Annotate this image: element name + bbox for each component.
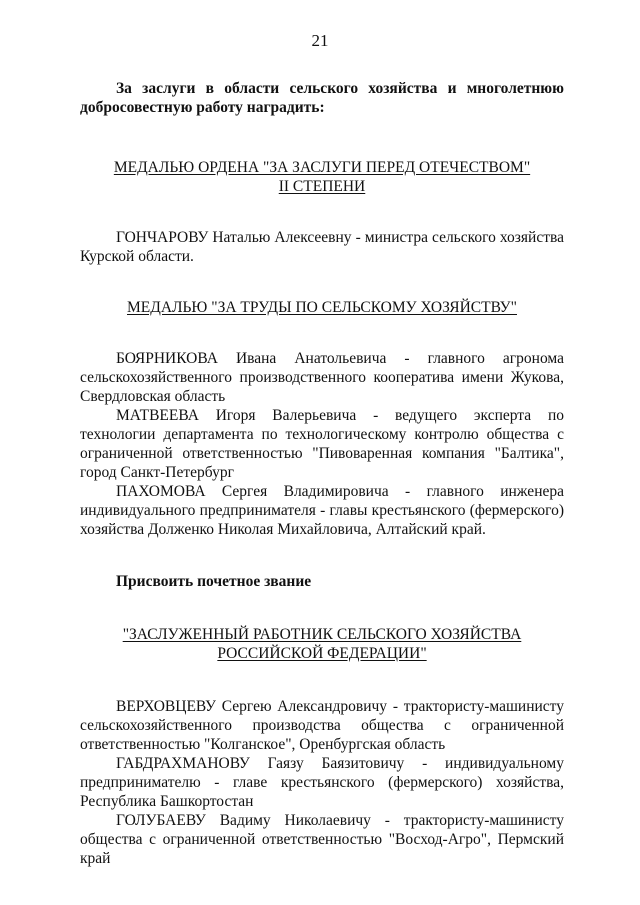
award-title-line: II СТЕПЕНИ (278, 178, 366, 195)
award-title-line: МЕДАЛЬЮ ОРДЕНА "ЗА ЗАСЛУГИ ПЕРЕД ОТЕЧЕСТВОМ" (113, 159, 531, 176)
award-entry: ВЕРХОВЦЕВУ Сергею Александровичу - трактористу-машинисту сельскохозяйственного производства общества с ограниченной ответственностью "Колганское", Оренбургская область (80, 698, 564, 753)
award-title-honored-worker (80, 625, 564, 663)
award-title-agriculture-medal (80, 298, 564, 317)
award-title-line: РОССИЙСКОЙ ФЕДЕРАЦИИ" (217, 645, 427, 662)
honor-intro: Присвоить почетное звание (116, 573, 312, 590)
intro-paragraph: За заслуги в области сельского хозяйства и многолетнюю добросовестную работу наградить: (80, 80, 564, 116)
award-entry: ГАБДРАХМАНОВУ Гаязу Баязитовичу - индивидуальному предпринимателю - главе крестьянского (фермерского) хозяйства, Республика Башкортостан (80, 755, 564, 810)
award-entry: МАТВЕЕВА Игоря Валерьевича - ведущего эксперта по технологии департамента по технологическому контролю общества с ограниченной ответственностью "Пивоваренная компания "Балтика", город Санкт-Петербург (80, 407, 564, 481)
page-number: 21 (311, 31, 329, 50)
award-title-order-medal (80, 158, 564, 196)
award-title-line: МЕДАЛЬЮ "ЗА ТРУДЫ ПО СЕЛЬСКОМУ ХОЗЯЙСТВУ" (127, 299, 517, 316)
award-entry: БОЯРНИКОВА Ивана Анатольевича - главного агронома сельскохозяйственного производственного кооператива имени Жукова, Свердловская область (80, 350, 564, 405)
document-body (80, 79, 564, 868)
award-entry: ПАХОМОВА Сергея Владимировича - главного инженера индивидуального предпринимателя - главы крестьянского (фермерского) хозяйства Долженко Николая Михайловича, Алтайский край. (80, 483, 564, 538)
award-entry: ГОНЧАРОВУ Наталью Алексеевну - министра сельского хозяйства Курской области. (80, 229, 564, 265)
award-entry: ГОЛУБАЕВУ Вадиму Николаевичу - трактористу-машинисту общества с ограниченной ответственностью "Восход-Агро", Пермский край (80, 812, 564, 867)
award-title-line: "ЗАСЛУЖЕННЫЙ РАБОТНИК СЕЛЬСКОГО ХОЗЯЙСТВА (122, 626, 522, 643)
